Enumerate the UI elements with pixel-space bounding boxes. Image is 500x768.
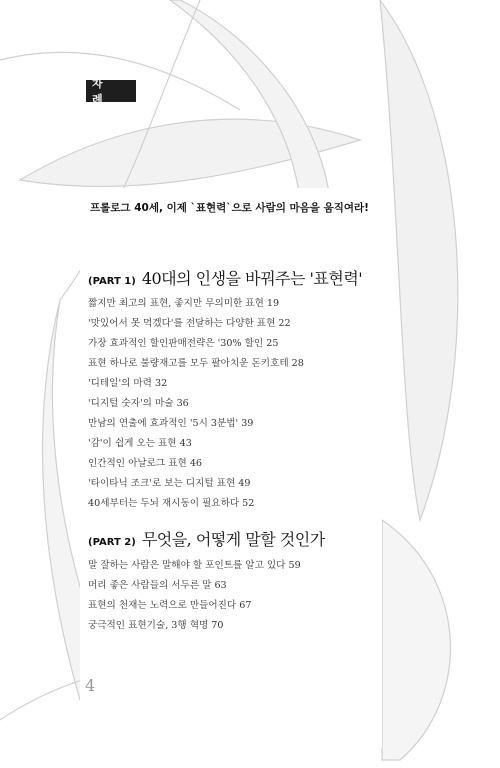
toc-entry: 인간적인 아날로그 표현 46	[88, 458, 203, 469]
toc-entry: '디지털 숫자'의 마술 36	[88, 398, 189, 409]
part2-heading	[88, 527, 325, 550]
part1-label: (PART 1)	[88, 276, 136, 287]
part2-entries	[88, 556, 301, 636]
toc-entry: 표현 하나로 불량재고를 모두 팔아치운 돈키호테 28	[88, 358, 304, 369]
prologue-entry: 프롤로그 40세, 이제 `표현력`으로 사람의 마음을 움직여라!	[90, 202, 369, 214]
leaf-shape-right	[380, 0, 458, 520]
toc-entry: 말 잘하는 사람은 말해야 할 포인트를 알고 있다 59	[88, 560, 301, 571]
toc-entry: '디테일'의 마력 32	[88, 378, 168, 389]
toc-entry: '맛있어서 못 먹겠다'를 전달하는 다양한 표현 22	[88, 318, 291, 329]
toc-entry: 만남의 연출에 효과적인 '5시 3분법' 39	[88, 418, 254, 429]
part1-entries	[88, 294, 304, 514]
toc-entry: '타이타닉 조크'로 보는 디지털 표현 49	[88, 478, 251, 489]
toc-entry: 40세부터는 두뇌 재시동이 필요하다 52	[88, 498, 255, 509]
toc-entry: 짧지만 최고의 표현, 좋지만 무의미한 표현 19	[88, 298, 280, 309]
leaf-shape-right-lower	[382, 520, 450, 760]
part1-heading	[88, 266, 362, 289]
toc-entry: 머리 좋은 사람들의 서두른 말 63	[88, 580, 227, 591]
page-number: 4	[85, 676, 96, 695]
part2-label: (PART 2)	[88, 537, 136, 548]
part2-title: 무엇을, 어떻게 말할 것인가	[141, 530, 325, 549]
toc-entry: 가장 효과적인 할인판매전략은 '30% 할인 25	[88, 338, 279, 349]
toc-entry: '감'이 쉽게 오는 표현 43	[88, 438, 192, 449]
toc-entry: 궁극적인 표현기술, 3행 혁명 70	[88, 620, 224, 631]
part1-title: 40대의 인생을 바꿔주는 '표현력'	[141, 269, 363, 288]
toc-entry: 표현의 천재는 노력으로 만들어진다 67	[88, 600, 252, 611]
toc-badge: 차 례	[86, 80, 136, 102]
